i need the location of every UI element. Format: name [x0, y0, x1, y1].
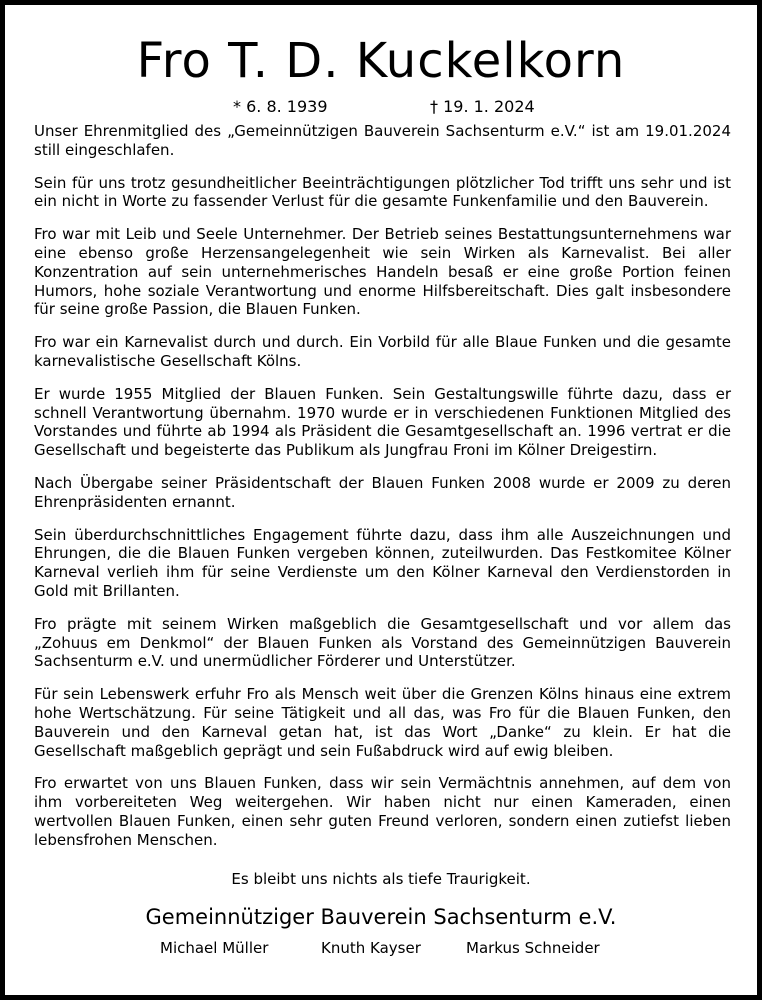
paragraph: Sein überdurchschnittliches Engagement führte dazu, dass ihm alle Auszeichnungen und Ehrungen, die die Blauen Funken vergeben können, zuteilwurden. Das Festkomitee Kölner Karneval verlieh ihm für seine Verdienste um den Kölner Karneval den Verdienstorden in Gold mit Brillanten.: [34, 525, 731, 600]
deceased-name: Fro T. D. Kuckelkorn: [136, 33, 626, 89]
paragraph: Für sein Lebenswerk erfuhr Fro als Mensch weit über die Grenzen Kölns hinaus eine extrem hohe Wertschätzung. Für seine Tätigkeit und all das, was Fro für die Blauen Funken, den Bauverein und den Karneval getan hat, ist das Wort „Danke“ zu klein. Er hat die Gesellschaft maßgeblich geprägt und sein Fußabdruck wird auf ewig bleiben.: [34, 685, 731, 760]
paragraph: Fro erwartet von uns Blauen Funken, dass wir sein Vermächtnis annehmen, auf dem von ihm vorbereiteten Weg weitergehen. Wir haben nicht nur einen Kameraden, einen wertvollen Blauen Funken, einen sehr guten Freund verloren, sondern einen zutiefst lieben lebensfrohen Menschen.: [34, 774, 731, 849]
closing-line: Es bleibt uns nichts als tiefe Traurigkeit.: [231, 870, 531, 888]
paragraph: Unser Ehrenmitglied des „Gemeinnützigen Bauverein Sachsenturm e.V.“ ist am 19.01.2024 still eingeschlafen.: [34, 122, 731, 159]
paragraph: Er wurde 1955 Mitglied der Blauen Funken. Sein Gestaltungswille führte dazu, dass er schnell Verantwortung übernahm. 1970 wurde er in verschiedenen Funktionen Mitglied des Vorstandes und führte ab 1994 als Präsident die Gesamtgesellschaft an. 1996 vertrat er die Gesellschaft und begeisterte das Publikum als Jungfrau Froni im Kölner Dreigestirn.: [34, 384, 731, 460]
signer-name: Knuth Kayser: [321, 939, 421, 957]
paragraph: Fro war mit Leib und Seele Unternehmer. Der Betrieb seines Bestattungsunternehmens war eine ebenso große Herzensangelegenheit wie sein Wirken als Karnevalist. Bei aller Konzentration auf sein unternehmerisches Handeln besaß er eine große Portion feinen Humors, hohe soziale Verantwortung und enorme Hilfsbereitschaft. Dies galt insbesondere für seine große Passion, die Blauen Funken.: [34, 225, 731, 319]
life-dates: [5, 97, 757, 117]
signer-name: Michael Müller: [160, 939, 269, 957]
paragraph: Sein für uns trotz gesundheitlicher Beeinträchtigungen plötzlicher Tod trifft uns sehr und ist ein nicht in Worte zu fassender Verlust für die gesamte Funkenfamilie und den Bauverein.: [34, 173, 731, 211]
death-date: † 19. 1. 2024: [430, 97, 535, 116]
paragraph: Fro prägte mit seinem Wirken maßgeblich die Gesamtgesellschaft und vor allem das „Zohuus em Denkmol“ der Blauen Funken als Vorstand des Gemeinnützigen Bauverein Sachsenturm e.V. und unermüdlicher Förderer und Unterstützer.: [34, 614, 731, 671]
obituary-text: [34, 122, 731, 864]
paragraph: Nach Übergabe seiner Präsidentschaft der Blauen Funken 2008 wurde er 2009 zu deren Ehrenpräsidenten ernannt.: [34, 473, 731, 511]
paragraph: Fro war ein Karnevalist durch und durch. Ein Vorbild für alle Blaue Funken und die gesamte karnevalistische Gesellschaft Kölns.: [34, 333, 731, 370]
birth-date: * 6. 8. 1939: [233, 97, 328, 116]
signer-name: Markus Schneider: [466, 939, 600, 957]
organization-name: Gemeinnütziger Bauverein Sachsenturm e.V.: [145, 905, 617, 929]
